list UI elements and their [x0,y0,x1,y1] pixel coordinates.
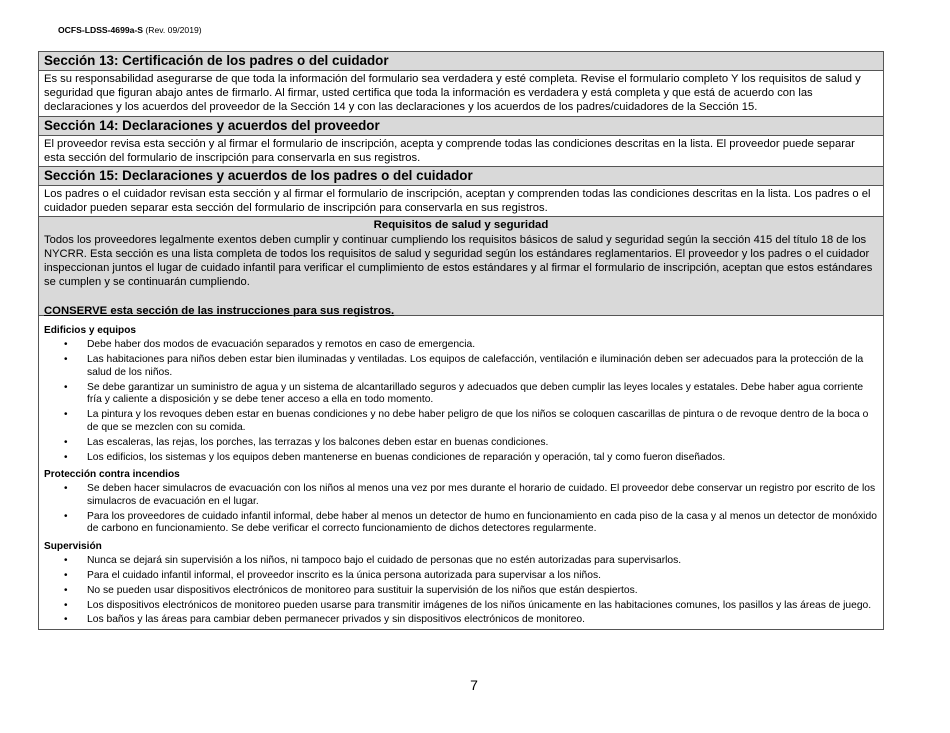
list-item-text: Se debe garantizar un suministro de agua y un sistema de alcantarillado seguros y adecuados que deben cumplir las leyes locales y estatales. Debe haber agua corriente fría y caliente a disposición y se debe tener acceso a ella en todo momento. [87,381,864,406]
section-15-title: Sección 15: Declaraciones y acuerdos de los padres o del cuidador [39,167,883,186]
bullet-icon: • [64,451,68,463]
list-item-text: Los edificios, los sistemas y los equipos deben mantenerse en buenas condiciones de reparación y operación, tal y como fueron diseñados. [87,451,726,463]
category-title-supervision: Supervisión [44,540,102,552]
keep-instructions-note: CONSERVE esta sección de las instrucciones para sus registros. [44,305,395,318]
requirements-lists [39,316,883,627]
list-item-text: Las habitaciones para niños deben estar bien iluminadas y ventiladas. Los equipos de calefacción, ventilación e iluminación deben ser adecuados para la protección de la salud de los niños. [87,354,864,378]
list-item [44,339,878,352]
list-item [44,452,878,465]
form-identifier [58,25,202,35]
category-list-supervision [44,555,878,627]
list-item [44,483,878,508]
section-14-body: El proveedor revisa esta sección y al firmar el formulario de inscripción, acepta y comprende todas las condiciones descritas en la lista. El proveedor puede separar esta sección del formulario de inscripción para conservarla en sus registros. [39,136,883,167]
bullet-icon: • [64,354,68,366]
list-item-text: Las escaleras, las rejas, los porches, las terrazas y los balcones deben estar en buenas condiciones. [87,436,549,448]
health-safety-title: Requisitos de salud y seguridad [373,219,549,232]
list-item [44,409,878,434]
list-item-text: La pintura y los revoques deben estar en buenas condiciones y no debe haber peligro de que los niños se coloquen cascarillas de pintura o de revoque dentro de la boca o de que se mezclen con su comida. [87,409,869,433]
health-safety-box [39,217,883,316]
list-item-text: Se deben hacer simulacros de evacuación con los niños al menos una vez por mes durante el horario de cuidado. El proveedor debe conservar un registro por escrito de los simulacros de evacuación en el lugar. [87,483,876,507]
bullet-icon: • [64,381,68,393]
category-list-buildings [44,339,878,464]
list-item [44,614,878,627]
list-item-text: Nunca se dejará sin supervisión a los niños, ni tampoco bajo el cuidado de personas que no estén autorizadas para supervisarlos. [87,554,682,566]
list-item [44,437,878,450]
bullet-icon: • [64,409,68,421]
list-item-text: Para el cuidado infantil informal, el proveedor inscrito es la única persona autorizada para supervisar a los niños. [87,569,601,581]
bullet-icon: • [64,510,68,522]
health-safety-body: Todos los proveedores legalmente exentos deben cumplir y continuar cumpliendo los requisitos básicos de salud y seguridad según la sección 415 del título 18 de los NYCRR. Esta sección es una lista completa de todos los requisitos de salud y seguridad según los estándares reglamentarios. El proveedor y los padres o el cuidador inspeccionan juntos el lugar de cuidado infantil para verificar el cumplimiento de estos estándares y al firmar el formulario de inscripción, aceptan que estos estándares se cumplen y se continuarán cumpliendo. [44,233,873,289]
form-revision: (Rev. 09/2019) [143,25,202,35]
list-item [44,570,878,583]
bullet-icon: • [64,569,68,581]
bullet-icon: • [64,584,68,596]
category-title-fire-protection: Protección contra incendios [44,469,180,481]
bullet-icon: • [64,436,68,448]
list-item-text: No se pueden usar dispositivos electrónicos de monitoreo para sustituir la supervisión de los niños que están despiertos. [87,584,638,596]
form-frame [38,51,884,630]
bullet-icon: • [64,614,68,626]
page-number: 7 [470,677,478,693]
list-item [44,600,878,613]
bullet-icon: • [64,599,68,611]
list-item [44,382,878,407]
bullet-icon: • [64,554,68,566]
list-item [44,585,878,598]
list-item-text: Debe haber dos modos de evacuación separados y remotos en caso de emergencia. [87,339,476,351]
form-code: OCFS-LDSS-4699a-S [58,25,144,35]
category-title-buildings: Edificios y equipos [44,325,136,337]
list-item-text: Para los proveedores de cuidado infantil informal, debe haber al menos un detector de humo en funcionamiento en cada piso de la casa y al menos un detector de monóxido de carbono en funcionamiento. Se debe verificar el correcto funcionamiento de dichos detectores regularmente. [87,510,877,535]
section-13-title: Sección 13: Certificación de los padres o del cuidador [39,52,883,71]
list-item [44,511,878,536]
section-15-body: Los padres o el cuidador revisan esta sección y al firmar el formulario de inscripción, aceptan y comprenden todas las condiciones descritas en la lista. Los padres o el cuidador pueden separar esta sección del formulario de inscripción para conservarla en sus registros. [39,186,883,217]
section-14-title: Sección 14: Declaraciones y acuerdos del proveedor [39,117,883,136]
category-list-fire-protection [44,483,878,536]
section-13-body: Es su responsabilidad asegurarse de que toda la información del formulario sea verdadera y esté completa. Revise el formulario completo Y los requisitos de salud y seguridad que figuran abajo antes de firmarlo. Al firmar, usted certifica que toda la información es verdadera y está completa y que está de acuerdo con las declaraciones y los acuerdos del proveedor de la Sección 14 y con las declaraciones y los acuerdos de los padres/cuidadores de la Sección 15. [39,71,883,117]
bullet-icon: • [64,339,68,351]
list-item-text: Los dispositivos electrónicos de monitoreo pueden usarse para transmitir imágenes de los niños únicamente en las habitaciones comunes, los pasillos y las áreas de juego. [87,599,872,611]
list-item-text: Los baños y las áreas para cambiar deben permanecer privados y sin dispositivos electrónicos de monitoreo. [87,614,585,626]
list-item [44,354,878,379]
list-item [44,555,878,568]
bullet-icon: • [64,483,68,495]
